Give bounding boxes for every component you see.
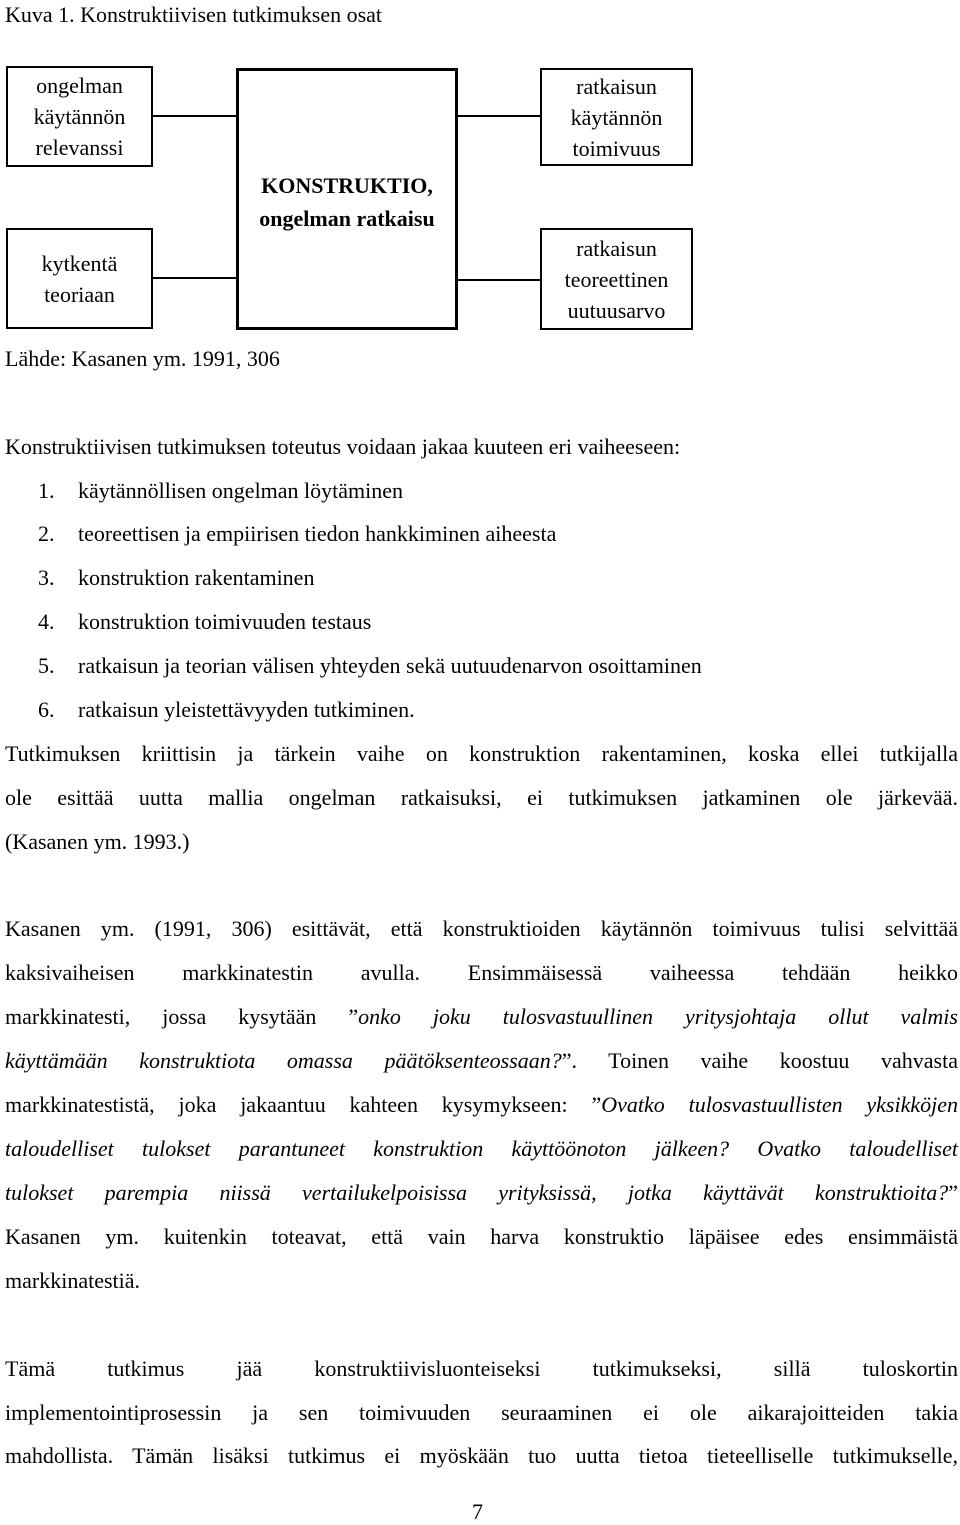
paragraph-line: (Kasanen ym. 1993.) — [5, 829, 190, 854]
paragraph-line: Kasanen ym. (1991, 306) esittävät, että konstruktioiden käytännön toimivuus tulisi selvittää — [5, 916, 958, 941]
paragraph-line: ole esittää uutta mallia ongelman ratkaisuksi, ei tutkimuksen jatkaminen ole järkevää. — [5, 785, 958, 810]
box-theoretical-novelty: ratkaisun teoreettinen uutuusarvo — [540, 228, 693, 330]
paragraph-line: taloudelliset tulokset parantuneet konstruktion käyttöönoton jälkeen? Ovatko taloudelliset — [5, 1136, 958, 1161]
box-theory-connection: kytkentä teoriaan — [6, 228, 153, 329]
page-number: 7 — [472, 1499, 483, 1524]
list-item: 2. teoreettisen ja empiirisen tiedon hankkiminen aiheesta — [38, 521, 557, 546]
source-note: Lähde: Kasanen ym. 1991, 306 — [5, 346, 280, 371]
box-practical-relevance: ongelman käytännön relevanssi — [6, 66, 153, 167]
list-item: 6. ratkaisun yleistettävyyden tutkiminen. — [38, 697, 415, 722]
diagram-connectors — [0, 0, 960, 340]
paragraph-line: implementointiprosessin ja sen toimivuuden seuraaminen ei ole aikarajoitteiden takia — [5, 1400, 958, 1425]
paragraph-line: markkinatestistä, joka jakaantuu kahteen kysymykseen: ”Ovatko tulosvastuullisten yksikköjen — [5, 1092, 959, 1117]
paragraph-line: markkinatestiä. — [5, 1268, 141, 1293]
list-item: 1. käytännöllisen ongelman löytäminen — [38, 478, 404, 503]
paragraph-line: markkinatesti, jossa kysytään ”onko joku tulosvastuullinen yritysjohtaja ollut valmis — [5, 1004, 958, 1029]
box-practical-functionality: ratkaisun käytännön toimivuus — [540, 68, 693, 166]
intro-text: Konstruktiivisen tutkimuksen toteutus voidaan jakaa kuuteen eri vaiheeseen: — [5, 434, 681, 459]
paragraph-line: tulokset parempia niissä vertailukelpoisissa yrityksissä, jotka käyttävät konstruktioita?” — [5, 1180, 958, 1205]
list-item: 4. konstruktion toimivuuden testaus — [38, 609, 372, 634]
paragraph-line: käyttämään konstruktiota omassa päätöksenteossaan?”. Toinen vaihe koostuu vahvasta — [5, 1048, 958, 1073]
paragraph-line: Tutkimuksen kriittisin ja tärkein vaihe on konstruktion rakentaminen, koska ellei tutkijalla — [5, 741, 958, 766]
box-construction: KONSTRUKTIO, ongelman ratkaisu — [236, 68, 458, 330]
list-item: 3. konstruktion rakentaminen — [38, 565, 315, 590]
list-item: 5. ratkaisun ja teorian välisen yhteyden sekä uutuudenarvon osoittaminen — [38, 653, 702, 678]
paragraph-line: Tämä tutkimus jää konstruktiivisluonteiseksi tutkimukseksi, sillä tuloskortin — [5, 1356, 958, 1381]
paragraph-line: mahdollista. Tämän lisäksi tutkimus ei myöskään tuo uutta tietoa tieteelliselle tutkimukselle, — [5, 1443, 958, 1468]
figure-caption: Kuva 1. Konstruktiivisen tutkimuksen osat — [5, 2, 383, 27]
paragraph-line: kaksivaiheisen markkinatestin avulla. Ensimmäisessä vaiheessa tehdään heikko — [5, 960, 958, 985]
paragraph-line: Kasanen ym. kuitenkin toteavat, että vain harva konstruktio läpäisee edes ensimmäistä — [5, 1224, 958, 1249]
